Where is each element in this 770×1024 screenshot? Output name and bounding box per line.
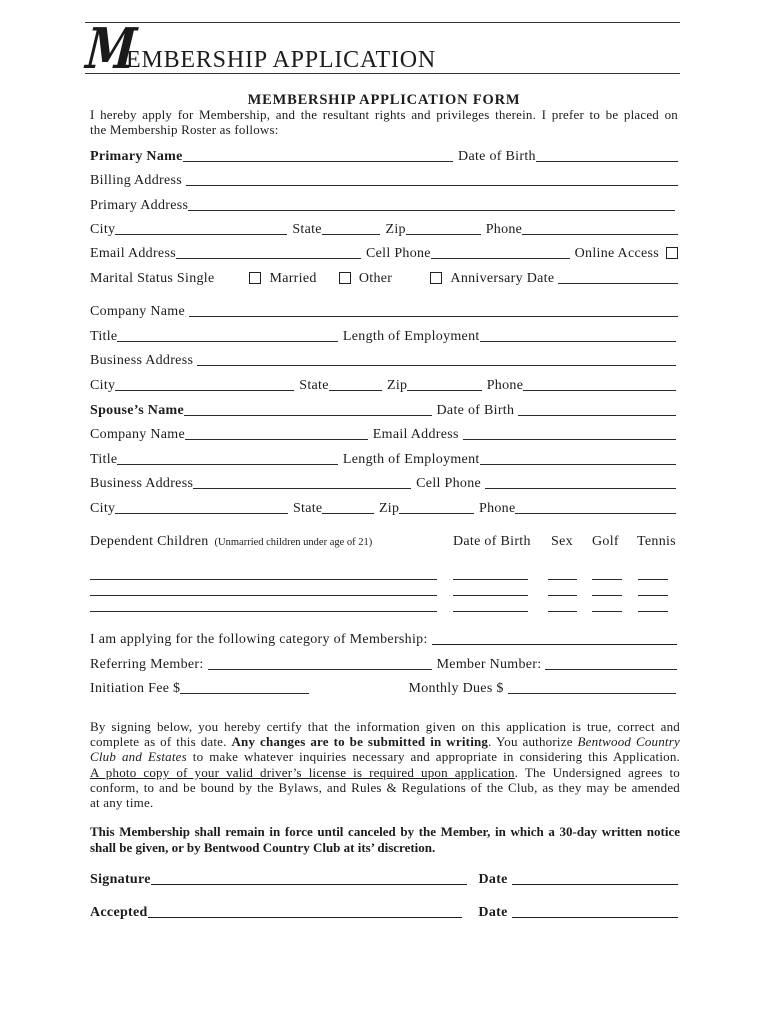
email-field[interactable] — [176, 245, 361, 259]
spouse-dob-label: Date of Birth — [436, 403, 515, 418]
dependent-tennis-field[interactable] — [638, 611, 668, 612]
signature-row — [90, 871, 678, 888]
column-header-sex: Sex — [551, 534, 573, 549]
membership-category-label: I am applying for the following category of Membership: — [90, 632, 428, 647]
dependent-name-field[interactable] — [90, 595, 437, 596]
spouse-title-field[interactable] — [117, 451, 337, 465]
billing-address-row — [90, 172, 678, 189]
accepted-label: Accepted — [90, 905, 148, 920]
title-label: Title — [90, 329, 118, 344]
intro-paragraph — [90, 107, 678, 137]
signature-date-field[interactable] — [512, 871, 678, 885]
license-requirement-text: A photo copy of your valid driver’s license is required upon application — [90, 764, 515, 780]
dependents-note: (Unmarried children under age of 21) — [214, 537, 373, 548]
signature-date-label: Date — [478, 872, 508, 887]
anniversary-date-field[interactable] — [558, 270, 678, 284]
company-row — [90, 303, 678, 320]
business-phone-label: Phone — [486, 378, 524, 393]
certification-line — [90, 749, 680, 764]
member-number-field[interactable] — [545, 656, 677, 670]
spouse-employment-length-field[interactable] — [480, 451, 676, 465]
anniversary-date-label: Anniversary Date — [450, 271, 555, 286]
certification-line — [90, 765, 680, 780]
spouse-company-row — [90, 426, 676, 443]
referring-member-label: Referring Member: — [90, 657, 204, 672]
accepted-row — [90, 904, 678, 921]
spouse-zip-field[interactable] — [399, 500, 474, 514]
dependent-tennis-field[interactable] — [638, 579, 668, 580]
dependent-dob-field[interactable] — [453, 579, 528, 580]
referring-member-row — [90, 656, 677, 673]
certification-text: complete as of this date. — [90, 734, 232, 750]
club-name-text: Bentwood Country — [577, 734, 680, 750]
form-title: MEMBERSHIP APPLICATION FORM — [247, 92, 521, 108]
married-checkbox[interactable] — [339, 272, 351, 284]
certification-line: conform, to and be bound by the Bylaws, and Rules & Regulations of the Club, as they may be amended — [90, 779, 680, 795]
primary-dob-label: Date of Birth — [458, 149, 536, 164]
dependents-title — [90, 533, 372, 551]
accepted-date-field[interactable] — [512, 904, 678, 918]
page-title: EMBERSHIP APPLICATION — [126, 47, 436, 73]
membership-category-row — [90, 631, 677, 648]
column-header-dob: Date of Birth — [453, 534, 531, 549]
business-zip-field[interactable] — [407, 377, 481, 391]
business-phone-field[interactable] — [523, 377, 676, 391]
spouse-business-address-field[interactable] — [193, 475, 411, 489]
spouse-city-row — [90, 500, 676, 517]
employment-length-field[interactable] — [480, 328, 676, 342]
employment-length-label: Length of Employment — [342, 329, 480, 344]
spouse-zip-label: Zip — [378, 501, 400, 516]
dependents-label: Dependent Children — [90, 534, 209, 549]
primary-address-row — [90, 197, 675, 214]
certification-line: By signing below, you hereby certify that the information given on this application is true, correct and — [90, 719, 680, 734]
zip-label: Zip — [385, 222, 406, 237]
spouse-phone-label: Phone — [478, 501, 516, 516]
column-header-golf: Golf — [592, 534, 619, 549]
top-rule — [85, 22, 680, 23]
city-label: City — [90, 222, 116, 237]
primary-name-field[interactable] — [183, 148, 453, 162]
dependent-golf-field[interactable] — [592, 579, 622, 580]
spouse-cell-phone-label: Cell Phone — [416, 476, 482, 491]
membership-category-field[interactable] — [432, 631, 677, 645]
business-city-label: City — [90, 378, 116, 393]
dependent-name-field[interactable] — [90, 611, 437, 612]
spouse-phone-field[interactable] — [515, 500, 676, 514]
initiation-fee-label: Initiation Fee $ — [90, 681, 181, 696]
marital-status-row — [90, 270, 678, 287]
billing-address-label: Billing Address — [90, 173, 183, 188]
spouse-title-label: Title — [90, 452, 118, 467]
spouse-dob-field[interactable] — [518, 402, 676, 416]
business-city-row — [90, 377, 676, 394]
dependent-sex-field[interactable] — [548, 611, 577, 612]
spouse-company-label: Company Name — [90, 427, 185, 442]
online-access-checkbox[interactable] — [666, 247, 678, 259]
spouse-name-label: Spouse’s Name — [90, 403, 184, 418]
spouse-email-field[interactable] — [463, 426, 676, 440]
intro-line: the Membership Roster as follows: — [90, 122, 279, 137]
title-field[interactable] — [117, 328, 337, 342]
column-header-tennis: Tennis — [637, 534, 676, 549]
city-field[interactable] — [115, 221, 287, 235]
primary-address-field[interactable] — [188, 197, 675, 211]
business-zip-label: Zip — [387, 378, 408, 393]
spouse-name-row — [90, 402, 676, 419]
notice-line: This Membership shall remain in force until canceled by the Member, in which a 30-day written notice — [90, 824, 680, 839]
dependent-golf-field[interactable] — [592, 611, 622, 612]
other-checkbox[interactable] — [430, 272, 442, 284]
dependent-golf-field[interactable] — [592, 595, 622, 596]
writing-requirement-text: Any changes are to be submitted in writing — [231, 734, 489, 750]
monthly-dues-field[interactable] — [508, 680, 676, 694]
business-address-row — [90, 352, 676, 369]
primary-dob-field[interactable] — [536, 148, 678, 162]
certification-line: at any time. — [90, 795, 154, 811]
initiation-fee-field[interactable] — [180, 680, 309, 694]
spouse-city-field[interactable] — [115, 500, 288, 514]
business-city-field[interactable] — [115, 377, 294, 391]
state-field[interactable] — [322, 221, 381, 235]
dependent-name-field[interactable] — [90, 579, 437, 580]
spouse-city-label: City — [90, 501, 116, 516]
certification-paragraph — [90, 719, 680, 810]
company-label: Company Name — [90, 304, 185, 319]
billing-address-field[interactable] — [186, 172, 678, 186]
primary-contact-row — [90, 245, 678, 262]
dependent-sex-field[interactable] — [548, 595, 577, 596]
business-address-field[interactable] — [197, 352, 676, 366]
married-label: Married — [269, 271, 317, 286]
accepted-date-label: Date — [478, 905, 508, 920]
accepted-field[interactable] — [148, 904, 463, 918]
spouse-employment-length-label: Length of Employment — [342, 452, 480, 467]
signature-label: Signature — [90, 872, 151, 887]
certification-text: to make whatever inquiries necessary and appropriate in considering this Application. — [186, 749, 680, 765]
state-label: State — [292, 222, 322, 237]
cell-phone-label: Cell Phone — [365, 246, 431, 261]
spouse-business-row — [90, 475, 676, 492]
club-name-text: Club and Estates — [90, 749, 187, 765]
certification-text: . You authorize — [488, 734, 578, 750]
member-number-label: Member Number: — [436, 657, 542, 672]
spouse-company-field[interactable] — [185, 426, 368, 440]
membership-notice — [90, 824, 680, 856]
spouse-email-label: Email Address — [372, 427, 459, 442]
business-state-label: State — [299, 378, 329, 393]
title-initial: M — [83, 16, 139, 82]
primary-name-label: Primary Name — [90, 149, 183, 164]
phone-field[interactable] — [522, 221, 678, 235]
certification-text: . The Undersigned agrees to — [514, 764, 680, 780]
spouse-title-row — [90, 451, 676, 468]
monthly-dues-label: Monthly Dues $ — [408, 681, 504, 696]
zip-field[interactable] — [406, 221, 481, 235]
email-label: Email Address — [90, 246, 176, 261]
business-address-label: Business Address — [90, 353, 194, 368]
single-checkbox[interactable] — [249, 272, 261, 284]
dependent-dob-field[interactable] — [453, 595, 528, 596]
title-row — [90, 328, 676, 345]
business-state-field[interactable] — [329, 377, 382, 391]
intro-line: I hereby apply for Membership, and the resultant rights and privileges therein. I prefer to be placed on — [90, 107, 678, 122]
referring-member-field[interactable] — [208, 656, 432, 670]
title-rule — [85, 73, 680, 74]
fees-row — [90, 680, 676, 697]
primary-address-label: Primary Address — [90, 198, 189, 213]
spouse-cell-phone-field[interactable] — [485, 475, 676, 489]
primary-name-row — [90, 148, 678, 165]
online-access-label: Online Access — [574, 246, 659, 261]
notice-line: shall be given, or by Bentwood Country Club at its’ discretion. — [90, 840, 436, 855]
marital-status-label: Marital Status Single — [90, 271, 215, 286]
company-field[interactable] — [189, 303, 678, 317]
spouse-name-field[interactable] — [184, 402, 432, 416]
primary-city-row — [90, 221, 678, 238]
phone-label: Phone — [485, 222, 523, 237]
certification-line — [90, 734, 680, 749]
spouse-state-label: State — [292, 501, 323, 516]
dependent-dob-field[interactable] — [453, 611, 528, 612]
dependent-sex-field[interactable] — [548, 579, 577, 580]
spouse-business-address-label: Business Address — [90, 476, 194, 491]
cell-phone-field[interactable] — [431, 245, 570, 259]
spouse-state-field[interactable] — [322, 500, 373, 514]
dependent-tennis-field[interactable] — [638, 595, 668, 596]
dependents-header — [90, 533, 678, 550]
other-label: Other — [358, 271, 393, 286]
signature-field[interactable] — [151, 871, 467, 885]
